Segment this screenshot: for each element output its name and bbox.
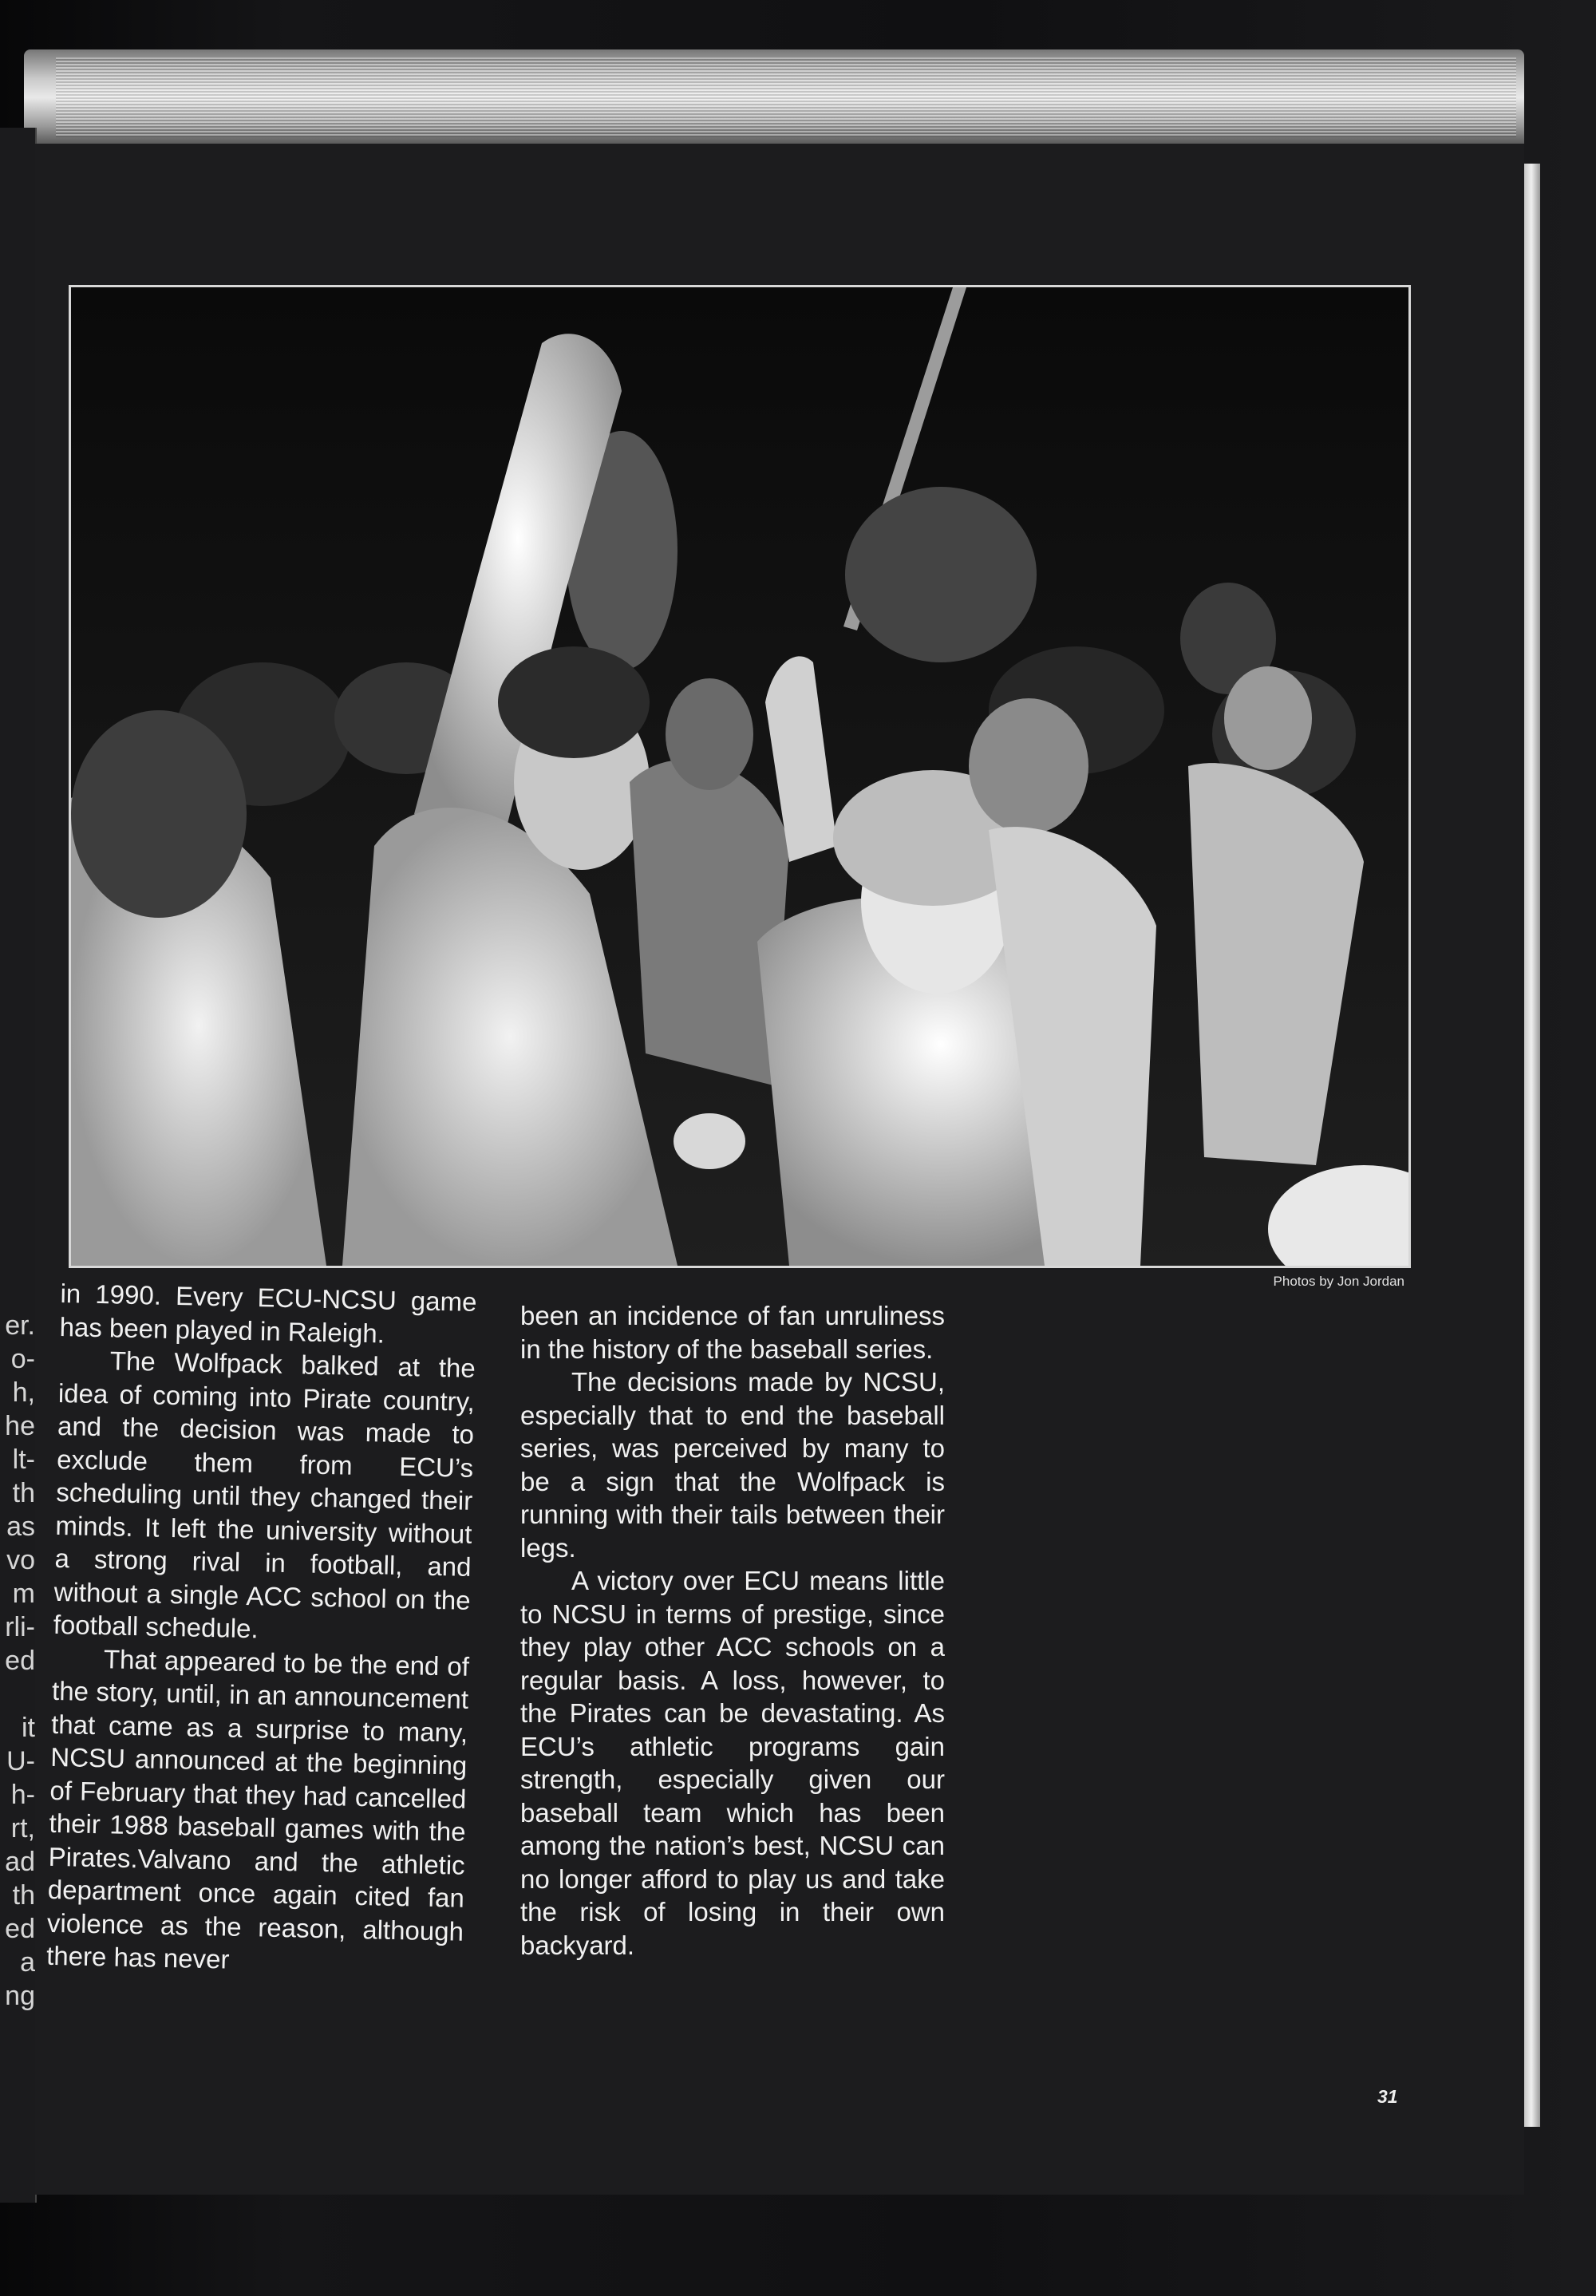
previous-page-fragment: ng xyxy=(5,1981,35,2011)
previous-page-fragment: U- xyxy=(6,1746,35,1776)
article-column-1 xyxy=(46,1277,477,1981)
page-number: 31 xyxy=(1377,2086,1398,2107)
previous-page-fragment: th xyxy=(12,1880,35,1911)
previous-page-fragment: ad xyxy=(5,1847,35,1877)
previous-page-fragment xyxy=(0,1678,35,1711)
book-top-edge xyxy=(24,49,1524,145)
paragraph: The decisions made by NCSU, especially that to end the baseball series, was perceived by many to be a sign that the Wolfpack is running with their tails between their legs. xyxy=(520,1367,945,1563)
article-column-2 xyxy=(520,1299,945,1962)
previous-page-fragment: a xyxy=(20,1947,35,1978)
paragraph: in 1990. Every ECU-NCSU game has been played in Raleigh. xyxy=(59,1278,477,1349)
previous-page-fragment: vo xyxy=(6,1545,35,1575)
paragraph: A victory over ECU means little to NCSU in terms of prestige, since they play other ACC schools on a regular basis. A loss, however, to the Pirates can be devastating. As ECU’s athletic programs gain strength, especially given our baseball team which has been among the nation’s best, NCSU can no longer afford to play us and take the risk of losing in their own backyard. xyxy=(520,1566,945,1960)
previous-page-fragment: m xyxy=(12,1579,35,1609)
previous-page-fragment: rt, xyxy=(10,1813,35,1844)
crowd-celebration-photo xyxy=(69,285,1411,1268)
previous-page-fragment: it xyxy=(22,1713,35,1743)
previous-page-fragment: lt- xyxy=(12,1444,35,1475)
previous-page-fragment: ed xyxy=(5,1646,35,1676)
paragraph: been an incidence of fan unruliness in the history of the baseball series. xyxy=(520,1301,945,1364)
photo-credit: Photos by Jon Jordan xyxy=(1273,1274,1404,1289)
book-right-edge xyxy=(1523,164,1540,2127)
previous-page-fragment: er. xyxy=(5,1310,35,1341)
previous-page-fragment: th xyxy=(12,1478,35,1508)
previous-page-fragment: he xyxy=(5,1411,35,1441)
paragraph: That appeared to be the end of the story, until, in an announcement that came as a surprise to many, NCSU announced at the beginning of February that they had cancelled their 1988 baseball games with the Pirates.Valvano and the athletic department once again cited fan violence as the reason, although there has never xyxy=(45,1643,470,1974)
previous-page-fragment: h- xyxy=(10,1780,35,1810)
previous-page-fragment: o- xyxy=(10,1344,35,1374)
previous-page-text xyxy=(0,1309,35,2013)
previous-page-fragment: rli- xyxy=(5,1612,35,1642)
paragraph: The Wolfpack balked at the idea of coming into Pirate country, and the decision was made to exclude them from ECU’s scheduling until they changed their minds. It left the university without a strong rival in football, and without a single ACC school on the football schedule. xyxy=(53,1346,476,1644)
previous-page-fragment: h, xyxy=(12,1377,35,1408)
photo-image xyxy=(71,287,1408,1266)
previous-page-fragment: ed xyxy=(5,1914,35,1944)
previous-page-fragment: as xyxy=(6,1512,35,1542)
